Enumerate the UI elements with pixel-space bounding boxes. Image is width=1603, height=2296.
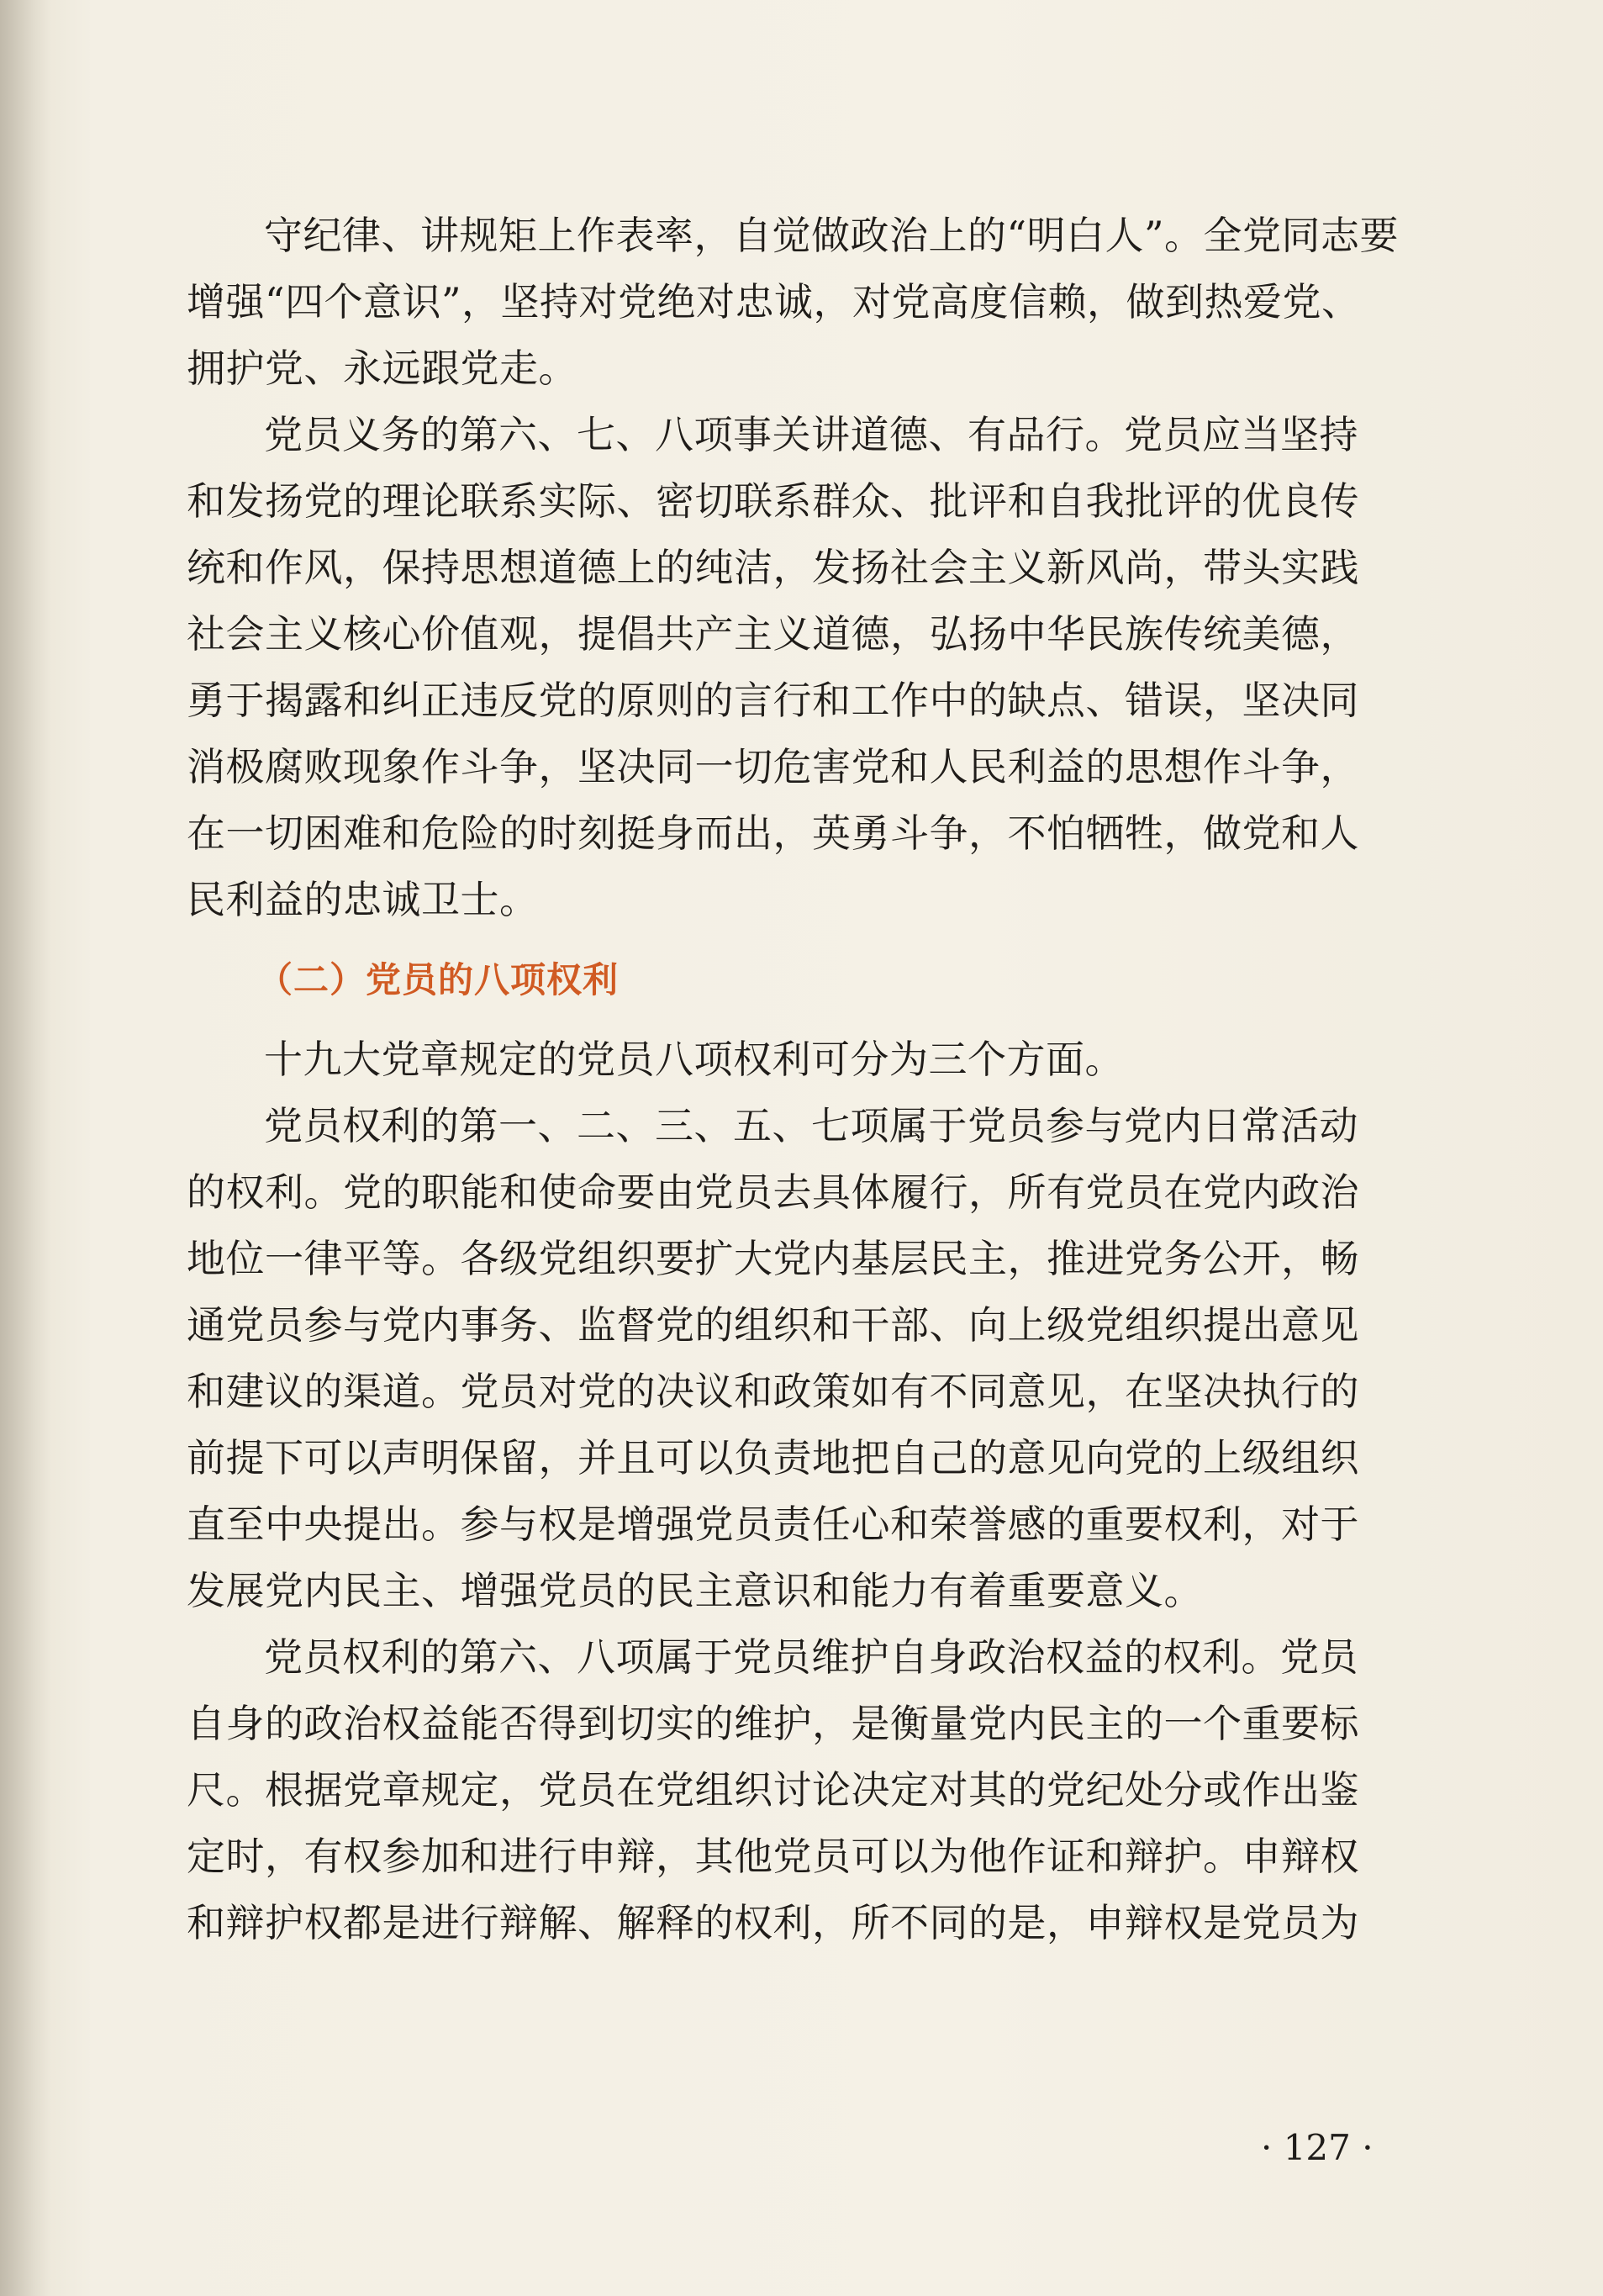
- text-line: 社会主义核心价值观，提倡共产主义道德，弘扬中华民族传统美德，: [187, 611, 1359, 657]
- text-line: 自身的政治权益能否得到切实的维护，是衡量党内民主的一个重要标: [187, 1701, 1359, 1746]
- text-line: 增强“四个意识”，坚持对党绝对忠诚，对党高度信赖，做到热爱党、: [187, 279, 1361, 325]
- text-line: 党员权利的第一、二、三、五、七项属于党员参与党内日常活动: [264, 1103, 1358, 1148]
- page-number: · 127 ·: [1261, 2127, 1374, 2168]
- text-line: 和建议的渠道。党员对党的决议和政策如有不同意见，在坚决执行的: [187, 1369, 1359, 1414]
- text-line: 守纪律、讲规矩上作表率，自觉做政治上的“明白人”。全党同志要: [264, 213, 1400, 258]
- text-line: 十九大党章规定的党员八项权利可分为三个方面。: [264, 1037, 1124, 1082]
- top-paragraphs: [187, 212, 1405, 923]
- text-line: 直至中央提出。参与权是增强党员责任心和荣誉感的重要权利，对于: [187, 1502, 1359, 1547]
- text-line: 和发扬党的理论联系实际、密切联系群众、批评和自我批评的优良传: [187, 478, 1359, 524]
- text-line: 民利益的忠诚卫士。: [187, 877, 539, 922]
- text-line: 发展党内民主、增强党员的民主意识和能力有着重要意义。: [187, 1568, 1203, 1613]
- text-line: 地位一律平等。各级党组织要扩大党内基层民主，推进党务公开，畅: [187, 1236, 1359, 1281]
- paragraph: [187, 1102, 1405, 1614]
- text-line: 统和作风，保持思想道德上的纯洁，发扬社会主义新风尚，带头实践: [187, 545, 1359, 590]
- page-body: [187, 212, 1405, 1966]
- text-line: 在一切困难和危险的时刻挺身而出，英勇斗争，不怕牺牲，做党和人: [187, 810, 1359, 856]
- paragraph: [187, 1036, 1405, 1083]
- text-line: 定时，有权参加和进行申辩，其他党员可以为他作证和辩护。申辩权: [187, 1834, 1359, 1879]
- paragraph: [187, 1634, 1405, 1946]
- text-line: 党员义务的第六、七、八项事关讲道德、有品行。党员应当坚持: [264, 412, 1358, 457]
- section-heading: （二）党员的八项权利: [257, 959, 620, 1000]
- text-line: 拥护党、永远跟党走。: [187, 346, 577, 391]
- text-line: 和辩护权都是进行辩解、解释的权利，所不同的是，申辩权是党员为: [187, 1900, 1359, 1945]
- text-line: 党员权利的第六、八项属于党员维护自身政治权益的权利。党员: [264, 1634, 1358, 1680]
- bottom-paragraphs: [187, 1036, 1405, 1946]
- text-line: 通党员参与党内事务、监督党的组织和干部、向上级党组织提出意见: [187, 1302, 1359, 1348]
- book-spine-shadow: [0, 0, 50, 2296]
- text-line: 尺。根据党章规定，党员在党组织讨论决定对其的党纪处分或作出鉴: [187, 1767, 1359, 1813]
- text-line: 的权利。党的职能和使命要由党员去具体履行，所有党员在党内政治: [187, 1169, 1359, 1215]
- paragraph: [187, 212, 1405, 392]
- text-line: 消极腐败现象作斗争，坚决同一切危害党和人民利益的思想作斗争，: [187, 744, 1359, 789]
- text-line: 勇于揭露和纠正违反党的原则的言行和工作中的缺点、错误，坚决同: [187, 678, 1359, 723]
- paragraph: [187, 411, 1405, 923]
- text-line: 前提下可以声明保留，并且可以负责地把自己的意见向党的上级组织: [187, 1435, 1359, 1481]
